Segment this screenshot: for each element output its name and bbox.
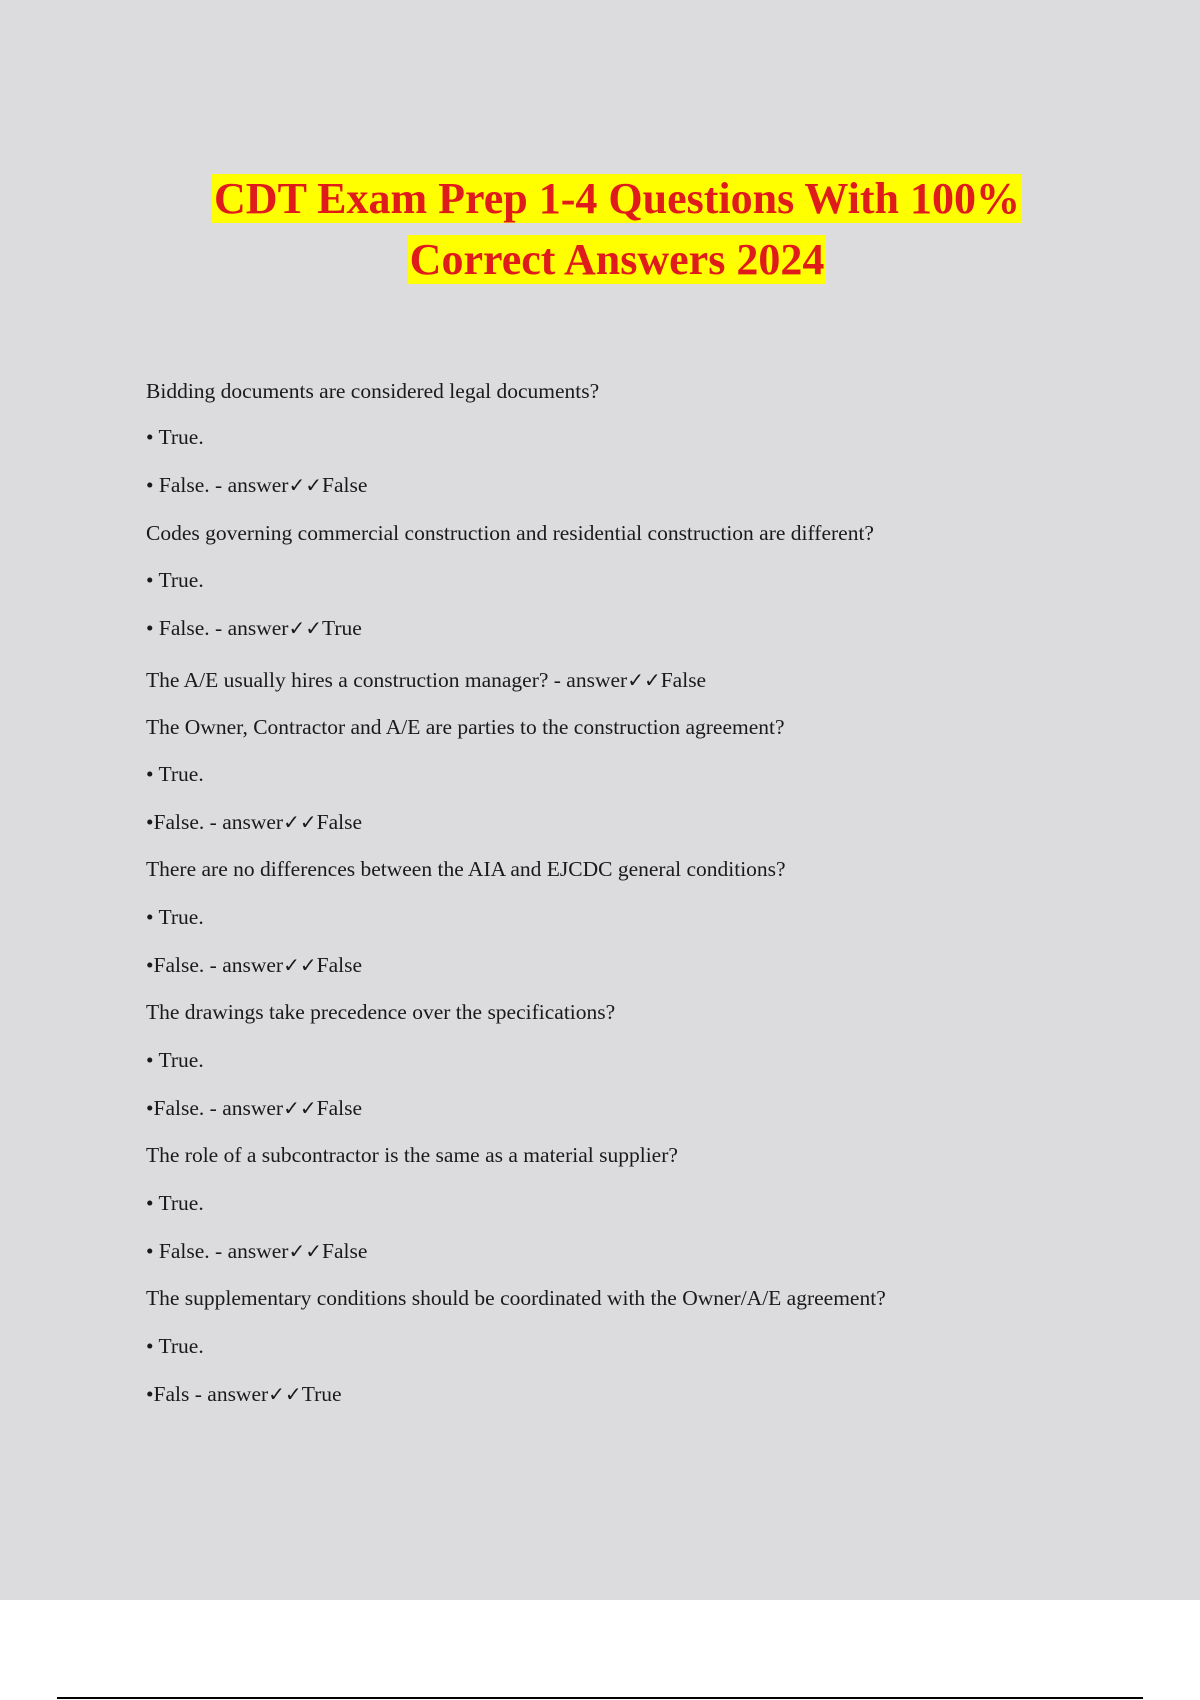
double-check-icon: ✓✓: [627, 668, 661, 692]
question-text: The Owner, Contractor and A/E are parties to the construction agreement?: [146, 715, 785, 739]
answer-line: •False. - answer✓✓False: [146, 953, 362, 977]
title-line-2: Correct Answers 2024: [409, 235, 825, 284]
option-line: • True.: [146, 905, 204, 929]
question-text: Codes governing commercial construction and residential construction are different?: [146, 521, 874, 545]
option-line: • True.: [146, 1191, 204, 1215]
double-check-icon: ✓✓: [283, 1096, 317, 1120]
option-line: • True.: [146, 1334, 204, 1358]
title-line-1: CDT Exam Prep 1-4 Questions With 100%: [214, 174, 1020, 223]
double-check-icon: ✓✓: [288, 1239, 322, 1263]
answer-line: •False. - answer✓✓False: [146, 810, 362, 834]
double-check-icon: ✓✓: [288, 616, 322, 640]
option-line: • True.: [146, 425, 204, 449]
option-line: • True.: [146, 762, 204, 786]
document-title: [0, 168, 1200, 290]
answer-line: • False. - answer✓✓True: [146, 616, 362, 640]
option-line: • True.: [146, 568, 204, 592]
question-text: Bidding documents are considered legal documents?: [146, 379, 600, 403]
double-check-icon: ✓✓: [283, 953, 317, 977]
option-line: • True.: [146, 1048, 204, 1072]
answer-line: •False. - answer✓✓False: [146, 1096, 362, 1120]
question-text: The role of a subcontractor is the same as a material supplier?: [146, 1143, 678, 1167]
footer-divider: [57, 1697, 1143, 1699]
question-text: There are no differences between the AIA and EJCDC general conditions?: [146, 857, 786, 881]
question-answer-line: The A/E usually hires a construction manager? - answer✓✓False: [146, 668, 707, 692]
double-check-icon: ✓✓: [268, 1382, 302, 1406]
question-text: The drawings take precedence over the specifications?: [146, 1000, 616, 1024]
double-check-icon: ✓✓: [283, 810, 317, 834]
double-check-icon: ✓✓: [288, 473, 322, 497]
question-text: The supplementary conditions should be coordinated with the Owner/A/E agreement?: [146, 1286, 886, 1310]
page-bottom-margin: [0, 1600, 1200, 1700]
answer-line: • False. - answer✓✓False: [146, 473, 368, 497]
answer-line: • False. - answer✓✓False: [146, 1239, 368, 1263]
answer-line: •Fals - answer✓✓True: [146, 1382, 342, 1406]
